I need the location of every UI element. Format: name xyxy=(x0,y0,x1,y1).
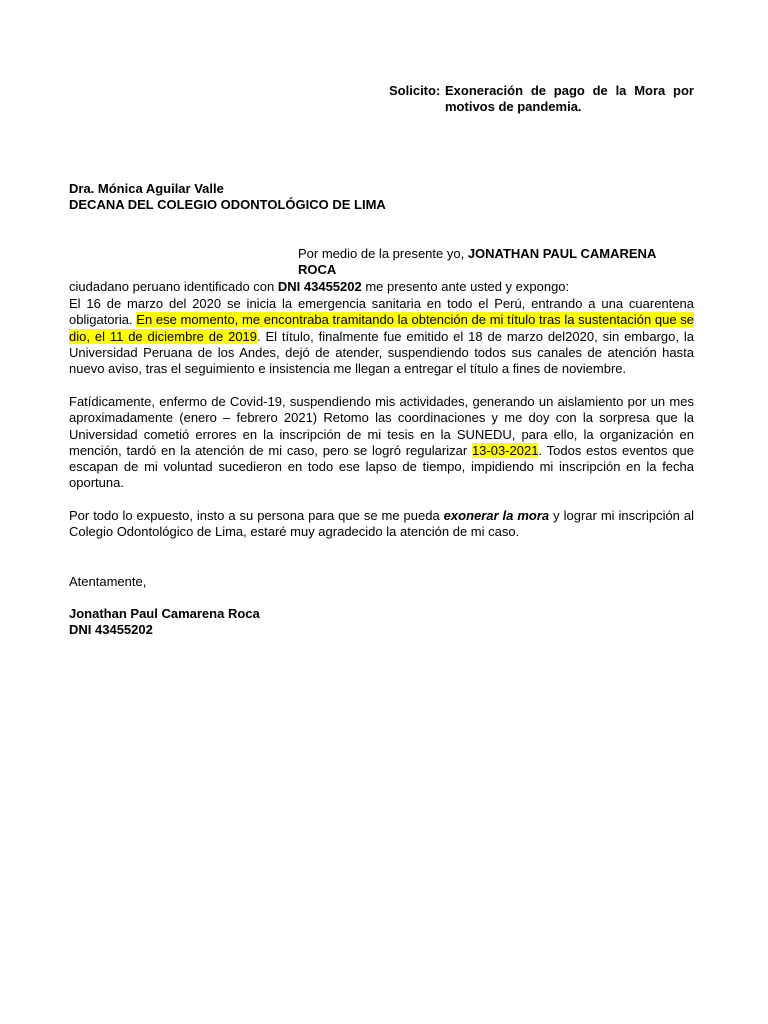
opening-line-2 xyxy=(69,279,694,295)
addressee-name: Dra. Mónica Aguilar Valle xyxy=(69,181,224,196)
closing-salutation: Atentamente, xyxy=(69,574,147,589)
signature-dni: DNI 43455202 xyxy=(69,622,153,638)
paragraph-1-part-1: El 16 de marzo del 2020 se inicia la emergencia sanitaria en todo el Perú, entrando a una cuarentena obligatoria. xyxy=(69,296,694,328)
paragraph-2-part-2: . Todos estos eventos que escapan de mi voluntad sucedieron en todo ese lapso de tiempo, impidiendo mi inscripción en la fecha oportuna. xyxy=(69,442,694,491)
opening-line-1 xyxy=(69,246,694,279)
paragraph-2 xyxy=(69,394,694,492)
paragraph-2-highlight-date: 13-03-2021 xyxy=(471,442,539,458)
opening-statement xyxy=(69,246,694,295)
signature-block xyxy=(69,606,694,639)
opening-id-prefix: ciudadano peruano identificado con xyxy=(69,278,278,294)
paragraph-1 xyxy=(69,296,694,377)
paragraph-3-part-2: y lograr mi inscripción al Colegio Odontológico de Lima, estaré muy agradecido la atención de mi caso. xyxy=(69,508,695,540)
paragraph-3-part-1: Por todo lo expuesto, insto a su persona para que se me pueda xyxy=(69,508,444,523)
paragraph-1-part-2: . El título, finalmente fue emitido el 18 de marzo del2020, sin embargo, la Universidad Peruana de los Andes, dejó de atender, suspendiendo todos sus canales de atención hasta nuevo aviso, tras el seguimiento e insistencia me llegan a entregar el título a fines de noviembre. xyxy=(69,328,694,377)
opening-id-suffix: me presento ante usted y expongo: xyxy=(361,278,570,294)
opening-prefix: Por medio de la presente yo, xyxy=(298,246,468,261)
addressee-title: DECANA DEL COLEGIO ODONTOLÓGICO DE LIMA xyxy=(69,197,386,213)
subject-label: Solicito: xyxy=(389,83,441,98)
signature-name: Jonathan Paul Camarena Roca xyxy=(69,606,260,621)
paragraph-1-highlight: En ese momento, me encontraba tramitando la obtención de mi título tras la sustentación que se dio, el 11 de diciembre de 2019 xyxy=(69,312,694,344)
addressee-block xyxy=(69,181,694,214)
subject-line xyxy=(389,83,694,116)
paragraph-3-emphasis: exonerar la mora xyxy=(443,508,550,523)
paragraph-2-part-1: Fatídicamente, enfermo de Covid-19, suspendiendo mis actividades, generando un aislamiento por un mes aproximadamente (enero – febrero 2021) Retomo las coordinaciones y me doy con la sorpresa que la Universidad cometió errores en la inscripción de mi tesis en la SUNEDU, para ello, la organización en mención, tardó en la atención de mi caso, pero se logró regularizar xyxy=(69,394,694,458)
applicant-dni: DNI 43455202 xyxy=(277,278,362,294)
paragraph-3 xyxy=(69,508,694,541)
subject-text: Exoneración de pago de la Mora por motivos de pandemia. xyxy=(445,83,694,115)
applicant-name: JONATHAN PAUL CAMARENA ROCA xyxy=(298,246,656,278)
